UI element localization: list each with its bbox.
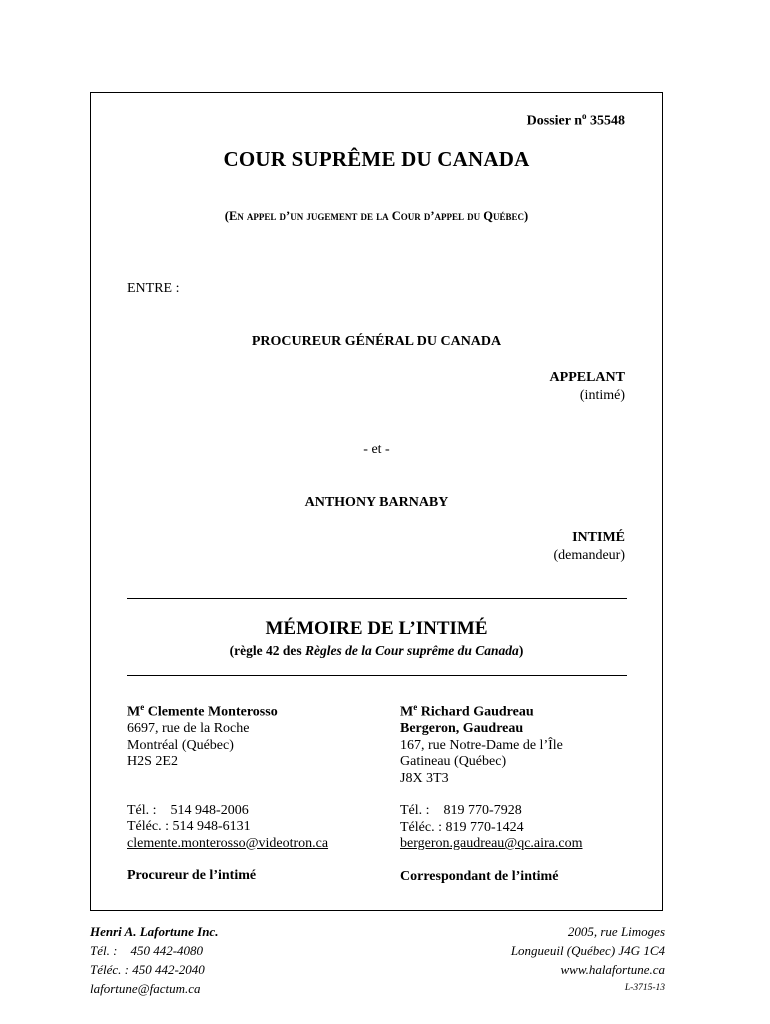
appeal-subtitle: (En appel d’un jugement de la Cour d’appel du Québec) <box>224 209 529 223</box>
spacer <box>127 852 377 860</box>
dossier-number <box>527 111 625 130</box>
publisher-code: L-3715-13 <box>624 983 665 993</box>
counsel-right-tel: Tél. : 819 770-7928 <box>400 803 522 819</box>
spacer <box>127 787 377 803</box>
rule-reference <box>91 643 662 659</box>
publisher-fax: Téléc. : 450 442-2040 <box>90 962 205 977</box>
counsel-left-address-3: H2S 2E2 <box>127 754 178 770</box>
appellant-name: PROCUREUR GÉNÉRAL DU CANADA <box>251 334 502 349</box>
counsel-right-role: Correspondant de l’intimé <box>400 868 559 884</box>
publisher-web: www.halafortune.ca <box>560 962 665 977</box>
publisher-block <box>90 922 218 998</box>
rule-suffix: ) <box>518 643 524 658</box>
spacer <box>127 771 377 787</box>
cover-frame <box>90 92 663 911</box>
counsel-left-name <box>127 699 377 721</box>
appellant-subrole: (intimé) <box>579 388 625 403</box>
spacer <box>400 861 650 869</box>
counsel-left-block <box>127 699 377 885</box>
counsel-right-address-1: 167, rue Notre-Dame de l’Île <box>400 737 563 753</box>
publisher-tel: Tél. : 450 442-4080 <box>90 943 204 958</box>
counsel-left-tel: Tél. : 514 948-2006 <box>127 802 249 818</box>
counsel-left-email[interactable]: clemente.monterosso@videotron.ca <box>127 835 329 851</box>
party-separator: - et - <box>363 442 390 457</box>
counsel-right-sup: e <box>413 702 418 712</box>
rule-prefix: (règle 42 des <box>229 643 306 658</box>
counsel-right-address-2: Gatineau (Québec) <box>400 754 507 770</box>
counsel-left-name-text: Clemente Monterosso <box>144 704 278 720</box>
rule-italic: Règles de la Cour suprême du Canada <box>305 643 519 658</box>
counsel-left-address-1: 6697, rue de la Roche <box>127 721 250 737</box>
document-title: MÉMOIRE DE L’INTIMÉ <box>265 618 488 639</box>
appellant-role: APPELANT <box>549 370 625 385</box>
counsel-left-sup: e <box>140 702 145 712</box>
counsel-left-prefix: M <box>127 704 141 720</box>
dossier-label: Dossier n <box>526 113 582 129</box>
counsel-left-role: Procureur de l’intimé <box>127 868 257 884</box>
dossier-sup: o <box>582 111 587 121</box>
publisher-street: 2005, rue Limoges <box>567 924 665 939</box>
spacer <box>400 787 650 803</box>
counsel-right-name <box>400 699 650 721</box>
counsel-right-firm: Bergeron, Gaudreau <box>400 721 524 737</box>
respondent-role: INTIMÉ <box>572 530 625 545</box>
counsel-right-fax: Téléc. : 819 770-1424 <box>400 819 524 835</box>
divider-top <box>127 598 627 599</box>
counsel-right-address-3: J8X 3T3 <box>400 770 449 786</box>
spacer <box>400 853 650 861</box>
publisher-name: Henri A. Lafortune Inc. <box>90 924 219 939</box>
respondent-name: ANTHONY BARNABY <box>304 495 449 510</box>
publisher-city: Longueuil (Québec) J4G 1C4 <box>510 943 665 958</box>
publisher-address-block <box>511 922 665 998</box>
spacer <box>127 860 377 868</box>
counsel-left-fax: Téléc. : 514 948-6131 <box>127 819 251 835</box>
counsel-left-address-2: Montréal (Québec) <box>127 737 234 753</box>
respondent-subrole: (demandeur) <box>553 548 625 563</box>
counsel-right-email[interactable]: bergeron.gaudreau@qc.aira.com <box>400 836 583 852</box>
counsel-right-name-text: Richard Gaudreau <box>417 704 534 720</box>
counsel-right-prefix: M <box>400 704 414 720</box>
court-title: COUR SUPRÊME DU CANADA <box>223 147 530 171</box>
publisher-email: lafortune@factum.ca <box>90 981 201 996</box>
divider-bottom <box>127 675 627 676</box>
counsel-right-block <box>400 699 650 885</box>
dossier-value: 35548 <box>590 113 625 129</box>
between-label: ENTRE : <box>127 281 180 296</box>
